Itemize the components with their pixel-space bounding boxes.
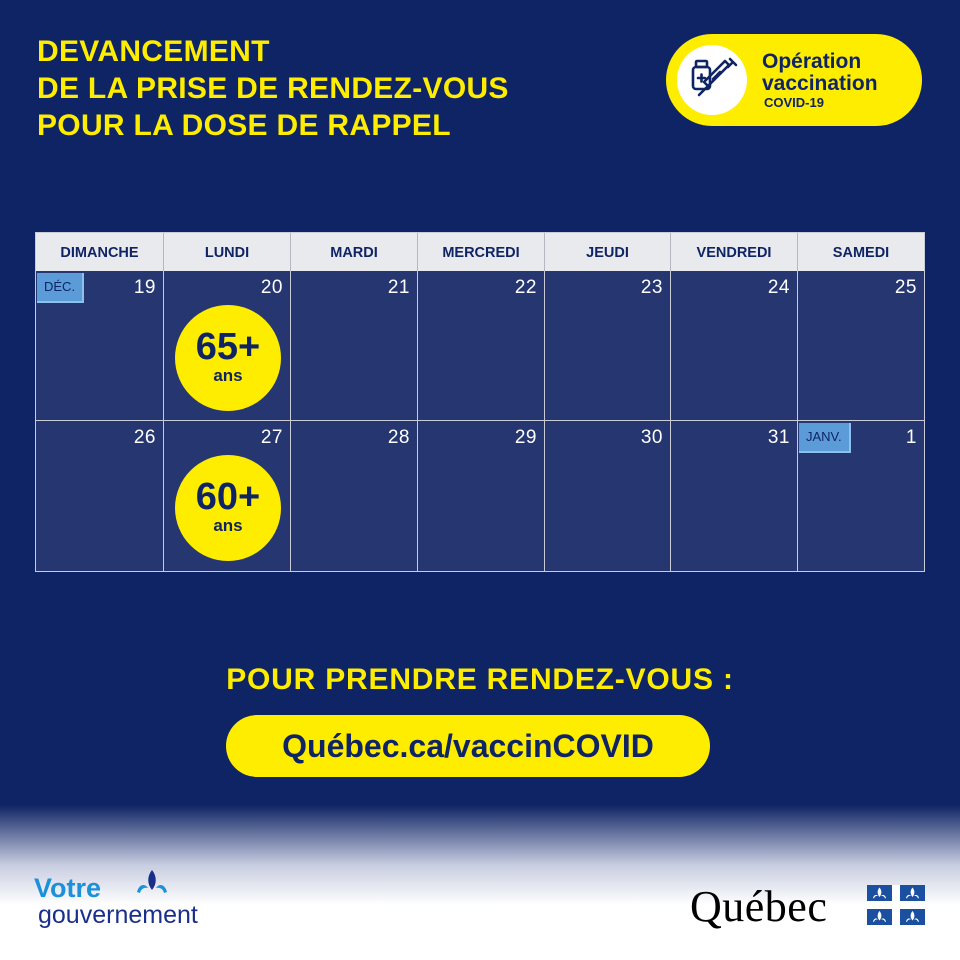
- header-mercredi: MERCREDI: [418, 233, 545, 271]
- header-lundi: LUNDI: [164, 233, 291, 271]
- fleur-de-lis-icon: [134, 868, 170, 898]
- day-cell-dec-19: [36, 271, 164, 421]
- day-number: 26: [133, 427, 156, 448]
- day-number: 22: [514, 277, 537, 298]
- day-number: 1: [905, 427, 917, 448]
- booster-calendar: [35, 232, 925, 572]
- page-title: [37, 33, 509, 144]
- quebec-flag-icon: [867, 885, 925, 925]
- operation-vaccination-badge: [666, 34, 922, 126]
- age-group-60-badge: [175, 455, 281, 561]
- day-cell-dec-31: [671, 421, 798, 571]
- vaccination-url-link[interactable]: Québec.ca/vaccinCOVID: [226, 715, 710, 777]
- day-cell-dec-28: [291, 421, 418, 571]
- title-line-3: POUR LA DOSE DE RAPPEL: [37, 109, 451, 142]
- badge-icon-circle: [677, 45, 747, 115]
- cta-heading: POUR PRENDRE RENDEZ-VOUS :: [226, 663, 734, 696]
- header-dimanche: DIMANCHE: [36, 233, 164, 271]
- day-cell-dec-23: [545, 271, 671, 421]
- day-cell-dec-21: [291, 271, 418, 421]
- day-cell-dec-20: [164, 271, 291, 421]
- day-number: 19: [133, 277, 156, 298]
- day-number: 24: [767, 277, 790, 298]
- age-group-value: 60+: [195, 476, 261, 518]
- badge-line-2: vaccination: [762, 72, 878, 95]
- day-number: 21: [387, 277, 410, 298]
- age-group-65-badge: [175, 305, 281, 411]
- votre-gouvernement-gouvernement: gouvernement: [38, 901, 198, 929]
- badge-line-3: COVID-19: [764, 95, 824, 110]
- day-cell-dec-24: [671, 271, 798, 421]
- day-number: 29: [514, 427, 537, 448]
- day-cell-dec-25: [798, 271, 924, 421]
- day-number: 27: [260, 427, 283, 448]
- quebec-logo-wordmark: Québec: [690, 882, 828, 931]
- header-mardi: MARDI: [291, 233, 418, 271]
- day-cell-dec-29: [418, 421, 545, 571]
- month-tag-dec: DÉC.: [37, 273, 84, 303]
- day-number: 28: [387, 427, 410, 448]
- vaccine-syringe-icon: [686, 54, 738, 106]
- day-number: 30: [640, 427, 663, 448]
- day-number: 23: [640, 277, 663, 298]
- age-group-unit: ans: [213, 516, 243, 535]
- title-line-1: DEVANCEMENT: [37, 35, 270, 68]
- day-number: 31: [767, 427, 790, 448]
- votre-gouvernement-votre: Votre: [34, 873, 102, 903]
- day-cell-dec-27: [164, 421, 291, 571]
- header-samedi: SAMEDI: [832, 245, 890, 261]
- badge-line-1: Opération: [762, 50, 862, 73]
- age-group-value: 65+: [195, 326, 261, 368]
- day-cell-jan-1: [798, 421, 924, 571]
- header-jeudi: JEUDI: [545, 233, 671, 271]
- day-cell-dec-22: [418, 271, 545, 421]
- title-line-2: DE LA PRISE DE RENDEZ-VOUS: [37, 72, 509, 105]
- day-cell-dec-26: [36, 421, 164, 571]
- age-group-unit: ans: [213, 366, 243, 385]
- day-number: 25: [894, 277, 917, 298]
- header-vendredi: VENDREDI: [671, 233, 798, 271]
- day-number: 20: [260, 277, 283, 298]
- day-cell-dec-30: [545, 421, 671, 571]
- month-tag-jan: JANV.: [799, 423, 851, 453]
- calendar-header: [36, 233, 924, 271]
